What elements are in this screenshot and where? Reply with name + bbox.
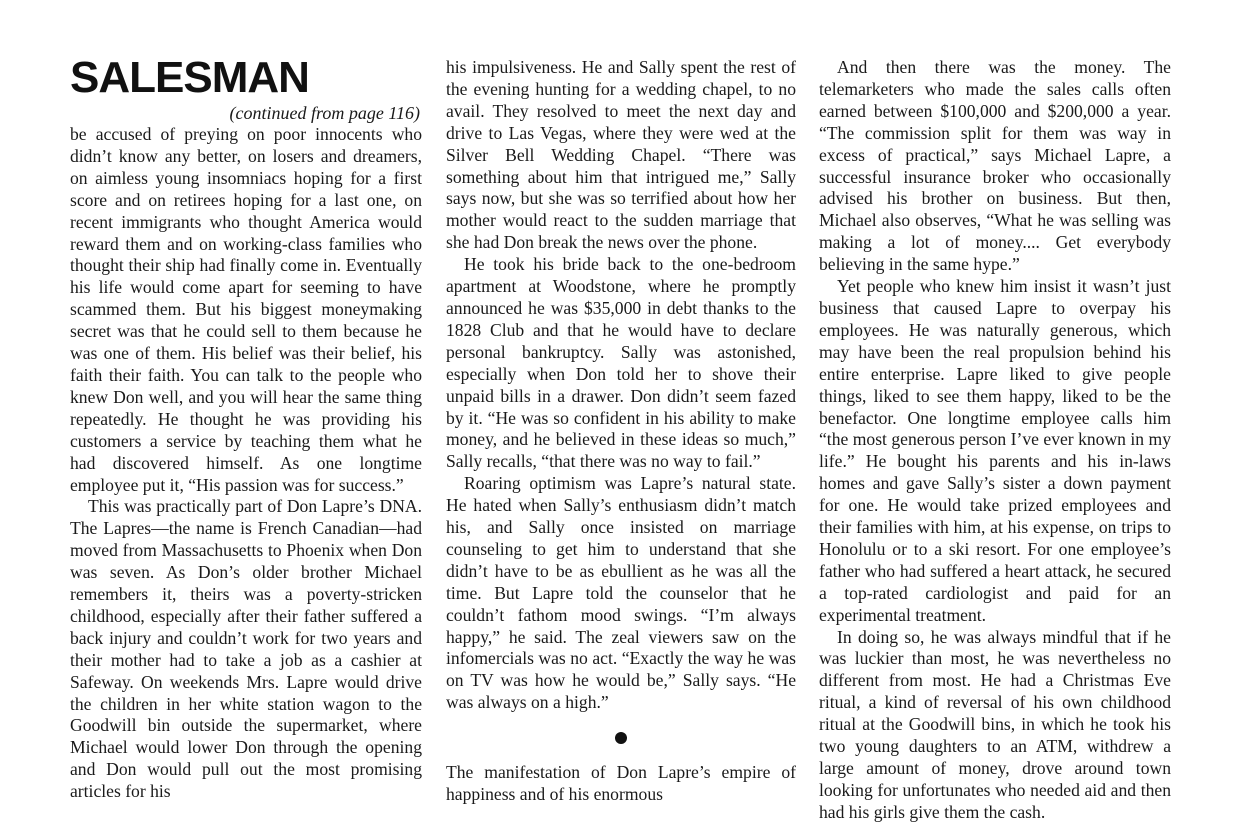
paragraph: The manifestation of Don Lapre’s empire of happiness and of his enormous bbox=[446, 762, 796, 805]
continued-note: (continued from page 116) bbox=[229, 103, 420, 123]
section-break-bullet bbox=[615, 732, 627, 744]
paragraph: This was practically part of Don Lapre’s DNA. The Lapres—the name is French Canadian—had moved from Massachusetts to Phoenix when Don was seven. As Don’s older brother Michael remembers it, theirs was a poverty-stricken childhood, especially after their father suffered a back injury and couldn’t work for two years and their mother had to take a job as a cashier at Safeway. On weekends Mrs. Lapre would drive the children in her white station wagon to the Goodwill bin outside the supermarket, where Michael would lower Don through the opening and Don would pull out the most promising articles for his bbox=[70, 496, 422, 802]
column-3 bbox=[819, 0, 1171, 836]
column-2 bbox=[446, 0, 796, 836]
paragraph: his impulsiveness. He and Sally spent the rest of the evening hunting for a wedding chapel, to no avail. They resolved to meet the next day and drive to Las Vegas, where they were wed at the Silver Bell Wedding Chapel. “There was something about him that intrigued me,” Sally says now, but she was so terrified about how her mother would react to the sudden marriage that she had Don break the news over the phone. bbox=[446, 57, 796, 253]
paragraph: Roaring optimism was Lapre’s natural state. He hated when Sally’s enthusiasm didn’t match his, and Sally once insisted on marriage counseling to get him to understand that she didn’t have to be as ebullient as he was all the time. But Lapre told the counselor that he couldn’t fathom mood swings. “I’m always happy,” he said. The zeal viewers saw on the infomercials was no act. “Exactly the way he was on TV was how he would be,” Sally says. “He was always on a high.” bbox=[446, 473, 796, 713]
paragraph: And then there was the money. The telemarketers who made the sales calls often earned between $100,000 and $200,000 a year. “The commission split for them was way in excess of practical,” says Michael Lapre, a successful insurance broker who occasionally advised his brother on business. But then, Michael also observes, “What he was selling was making a lot of money.... Get everybody believing in the same hype.” bbox=[819, 57, 1171, 275]
article-title: SALESMAN bbox=[70, 53, 309, 102]
paragraph: He took his bride back to the one-bedroom apartment at Woodstone, where he promptly announced he was $35,000 in debt thanks to the 1828 Club and that he would have to declare personal bankruptcy. Sally was astonished, especially when Don told her to shove their unpaid bills in a drawer. Don didn’t seem fazed by it. “He was so confident in his ability to make money, and he believed in these ideas so much,” Sally recalls, “that there was no way to fail.” bbox=[446, 254, 796, 472]
column-1 bbox=[70, 0, 422, 836]
paragraph: Yet people who knew him insist it wasn’t just business that caused Lapre to overpay his employees. He was naturally generous, which may have been the real propulsion behind his entire enterprise. Lapre liked to give people things, liked to see them happy, liked to be the benefactor. One longtime employee calls him “the most generous person I’ve ever known in my life.” He bought his parents and his in-laws homes and gave Sally’s sister a down payment for one. He would take prized employees and their families with him, at his expense, on trips to Honolulu or to a ski resort. For one employee’s father who had suffered a heart attack, he secured a top-rated cardiologist and paid for an experimental treatment. bbox=[819, 276, 1171, 625]
paragraph: be accused of preying on poor innocents who didn’t know any better, on losers and dreamers, on aimless young insomniacs hoping for a first score and on retirees hoping for a last one, on recent immigrants who thought America would reward them and on working-class families who thought their ship had finally come in. Eventually his life would come apart for seeming to have scammed them. But his biggest moneymaking secret was that he could sell to them because he was one of them. His belief was their belief, his faith their faith. You can talk to the people who knew Don well, and you will hear the same thing repeatedly. He thought he was providing his customers a service by teaching them what he had discovered himself. As one longtime employee put it, “His passion was for success.” bbox=[70, 124, 422, 495]
paragraph: In doing so, he was always mindful that if he was luckier than most, he was nevertheless no different from most. He had a Christmas Eve ritual, a kind of reversal of his own childhood ritual at the Goodwill bins, in which he took his two young daughters to an ATM, withdrew a large amount of money, drove around town looking for unfortunates who needed aid and then had his girls give them the cash. bbox=[819, 626, 1171, 822]
